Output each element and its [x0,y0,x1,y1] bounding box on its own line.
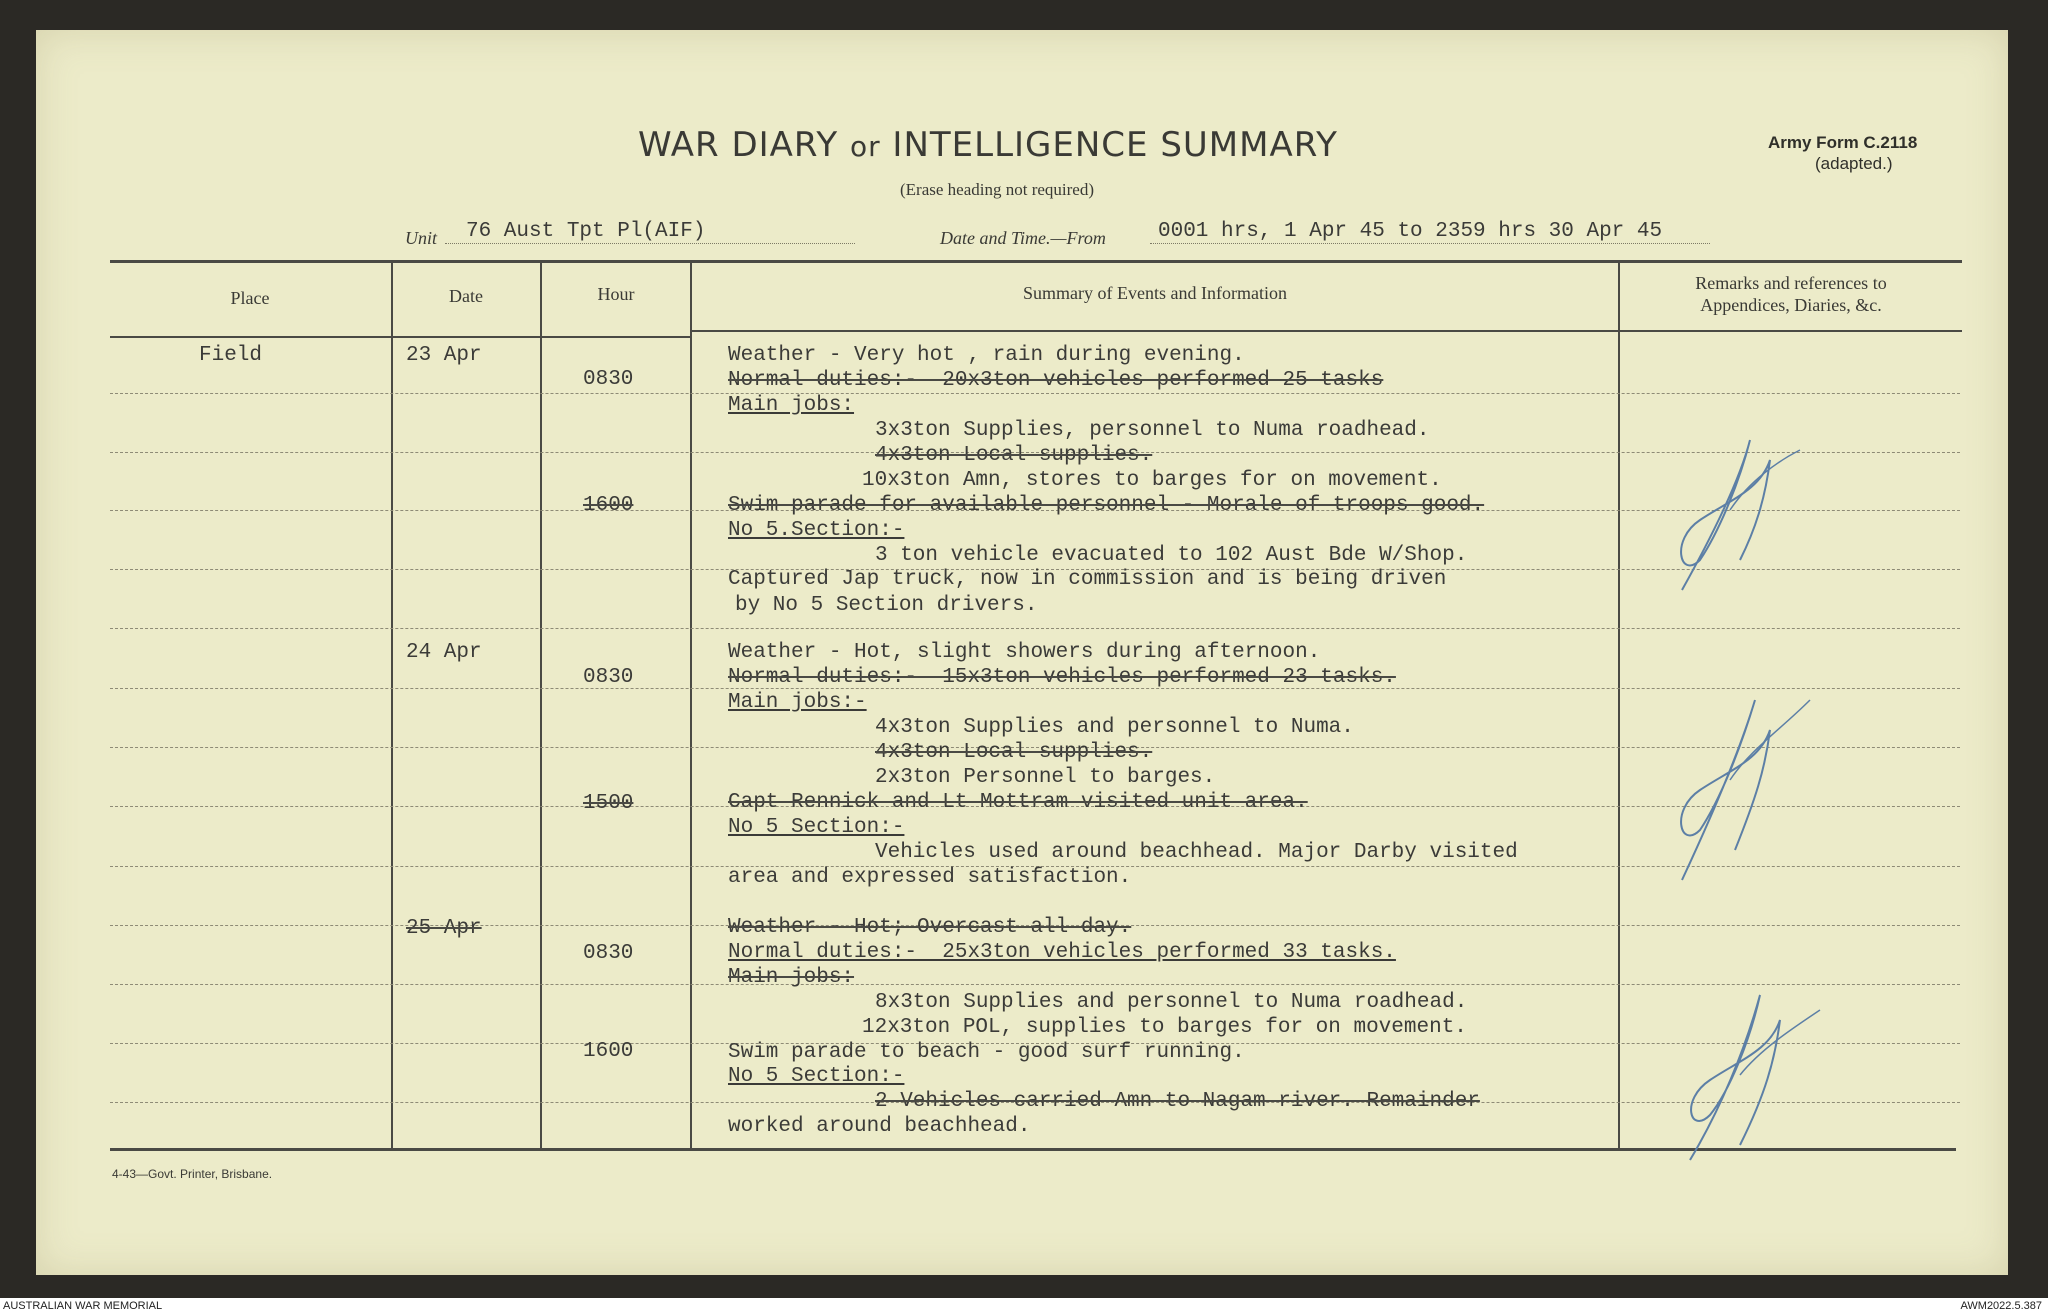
col-header-place: Place [230,288,270,308]
col-header-remarks [1620,272,1962,316]
summary-line: Main jobs: [728,394,855,417]
summary-line: area and expressed satisfaction. [728,866,1132,889]
archive-footer [0,1298,2048,1315]
summary-line: Swim parade to beach - good surf running. [728,1041,1245,1064]
col-divider-place [391,262,393,1150]
form-subtitle: (Erase heading not required) [900,180,1094,199]
date-25-apr: 25 Apr [406,917,482,940]
summary-line: 4x3ton Local supplies. [875,741,1153,764]
col-divider-hour [690,262,692,1150]
summary-line: Swim parade for available personnel - Morale of troops good. [728,494,1485,517]
col-divider-date [540,262,542,1150]
summary-line: No 5.Section:- [728,519,905,542]
header-rule-mid [690,330,1618,332]
header-rule-left [110,336,690,338]
summary-line: 4x3ton Supplies and personnel to Numa. [875,716,1354,739]
summary-line: Normal duties:- 15x3ton vehicles performed 23 tasks. [728,666,1396,689]
summary-line: Weather - Hot; Overcast all day. [728,916,1132,939]
summary-line: 2x3ton Personnel to barges. [875,766,1216,789]
title-intelligence-summary: INTELLIGENCE SUMMARY [892,125,1338,165]
summary-line: No 5 Section:- [728,816,905,839]
unit-value: 76 Aust Tpt Pl(AIF) [466,220,706,243]
army-form-adapted: (adapted.) [1815,154,1893,173]
archive-reference: AWM2022.5.387 [1960,1300,2042,1312]
unit-dotted-line [445,243,855,244]
col-divider-summary [1618,262,1620,1150]
summary-line: 10x3ton Amn, stores to barges for on movement. [862,469,1442,492]
title-or: or [849,130,881,163]
summary-line: worked around beachhead. [728,1115,1031,1138]
col-header-hour: Hour [597,284,635,304]
summary-line: Weather - Very hot , rain during evening. [728,344,1245,367]
remarks-header-line2: Appendices, Diaries, &c. [1700,295,1882,315]
summary-line: 4x3ton Local supplies. [875,444,1153,467]
hour-0830-23apr: 0830 [583,368,634,391]
summary-line: Weather - Hot, slight showers during afternoon. [728,641,1321,664]
summary-line: Main jobs: [728,966,855,989]
summary-line: 8x3ton Supplies and personnel to Numa roadhead. [875,991,1468,1014]
army-form-number: Army Form C.2118 [1768,133,1918,152]
summary-line: 12x3ton POL, supplies to barges for on movement. [862,1016,1467,1039]
archive-name: AUSTRALIAN WAR MEMORIAL [3,1300,163,1312]
summary-line: No 5 Section:- [728,1065,905,1088]
form-title [638,125,1338,165]
ruled-line [110,628,1960,629]
summary-line: Main jobs:- [728,691,867,714]
datetime-label: Date and Time.—From [940,228,1106,248]
summary-line: Capt Rennick and Lt Mottram visited unit area. [728,791,1308,814]
datetime-dotted-line [1150,243,1710,244]
summary-line: Vehicles used around beachhead. Major Darby visited [875,841,1518,864]
col-header-date: Date [449,286,483,306]
hour-1600-23apr: 1600 [583,494,634,517]
date-23-apr: 23 Apr [406,344,482,367]
ruled-line [110,393,1960,394]
header-rule-right [1618,330,1962,332]
signature-initials-24apr [1670,680,1830,910]
hour-0830-24apr: 0830 [583,666,634,689]
remarks-header-line1: Remarks and references to [1695,273,1887,293]
hour-0830-25apr: 0830 [583,942,634,965]
summary-line: 2 Vehicles carried Amn to Nagam river. Remainder [875,1090,1480,1113]
summary-line: by No 5 Section drivers. [735,594,1038,617]
signature-initials-23apr [1670,420,1830,620]
summary-line: Captured Jap truck, now in commission and is being driven [728,568,1447,591]
unit-label: Unit [405,228,438,248]
signature-initials-25apr [1680,980,1830,1180]
hour-1600-25apr: 1600 [583,1040,634,1063]
place-field: Field [199,344,263,367]
summary-line: 3x3ton Supplies, personnel to Numa roadhead. [875,419,1430,442]
summary-line: Normal duties:- 25x3ton vehicles performed 33 tasks. [728,941,1396,964]
col-header-summary: Summary of Events and Information [1023,283,1287,303]
table-top-rule [110,260,1962,263]
summary-line: Normal duties:- 20x3ton vehicles performed 25 tasks [728,369,1384,392]
date-24-apr: 24 Apr [406,641,482,664]
printer-imprint: 4-43—Govt. Printer, Brisbane. [112,1167,273,1181]
hour-1500-24apr: 1500 [583,792,634,815]
summary-line: 3 ton vehicle evacuated to 102 Aust Bde W/Shop. [875,544,1468,567]
datetime-value: 0001 hrs, 1 Apr 45 to 2359 hrs 30 Apr 45 [1158,220,1663,243]
title-war-diary: WAR DIARY [638,125,839,165]
